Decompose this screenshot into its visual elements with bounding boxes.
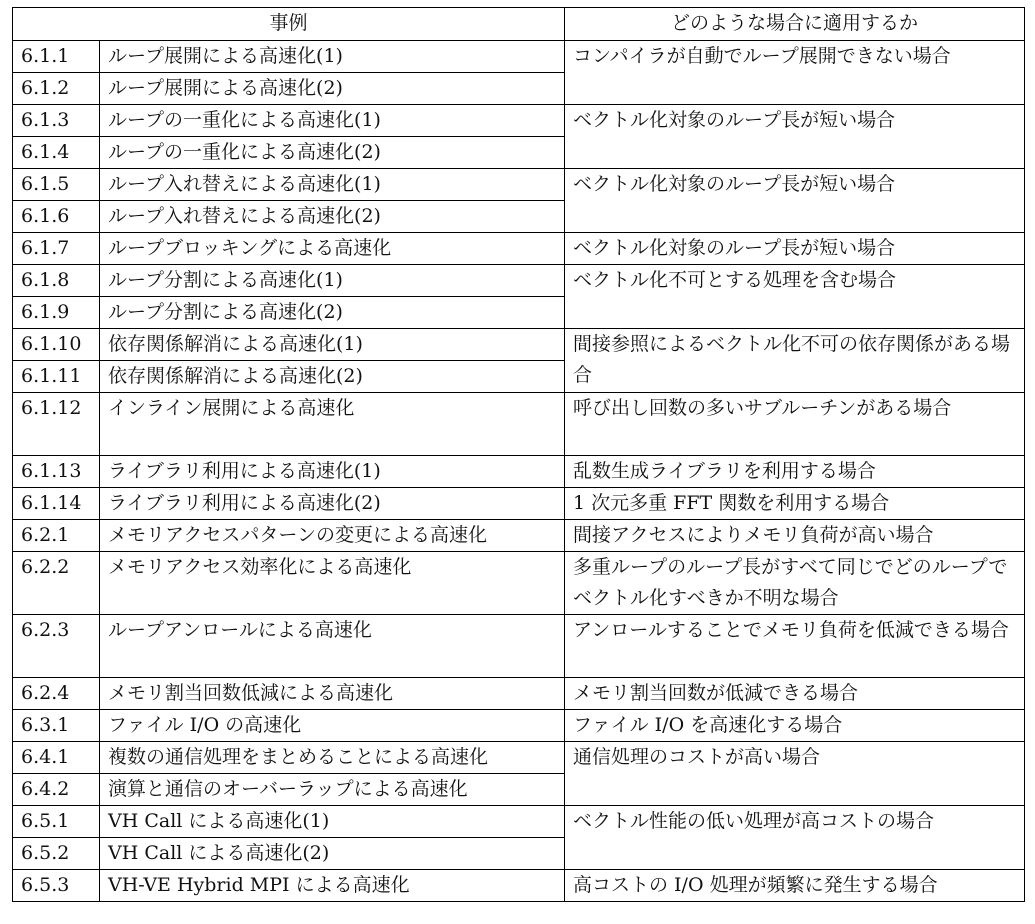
applicable-condition-cell: ベクトル化不可とする処理を含む場合 (565, 265, 1025, 329)
case-number-cell: 6.4.2 (13, 774, 100, 806)
applicable-condition-cell: ファイル I/O を高速化する場合 (565, 710, 1025, 742)
case-title-cell: ループ分割による高速化(2) (100, 297, 565, 329)
case-title-cell: ループ分割による高速化(1) (100, 265, 565, 297)
case-title-cell: VH Call による高速化(2) (100, 838, 565, 870)
applicable-condition-cell: 間接参照によるベクトル化不可の依存関係がある場合 (565, 329, 1025, 393)
applicable-condition-cell: ベクトル化対象のループ長が短い場合 (565, 169, 1025, 233)
case-number-cell: 6.1.8 (13, 265, 100, 297)
table-row (13, 806, 1025, 838)
case-number-cell: 6.1.9 (13, 297, 100, 329)
header-case: 事例 (13, 8, 565, 41)
table-row (13, 742, 1025, 774)
case-number-cell: 6.1.13 (13, 456, 100, 488)
case-title-cell: ループの一重化による高速化(2) (100, 137, 565, 169)
case-number-cell: 6.2.3 (13, 615, 100, 678)
case-title-cell: ループ展開による高速化(1) (100, 41, 565, 73)
applicable-condition-cell: 1 次元多重 FFT 関数を利用する場合 (565, 488, 1025, 520)
header-when-to-apply: どのような場合に適用するか (565, 8, 1025, 41)
table-row (13, 488, 1025, 520)
case-title-cell: 複数の通信処理をまとめることによる高速化 (100, 742, 565, 774)
table-row (13, 41, 1025, 73)
applicable-condition-cell: 通信処理のコストが高い場合 (565, 742, 1025, 806)
table-row (13, 169, 1025, 201)
case-title-cell: ライブラリ利用による高速化(2) (100, 488, 565, 520)
optimization-case-table (12, 7, 1025, 902)
case-title-cell: メモリ割当回数低減による高速化 (100, 678, 565, 710)
case-number-cell: 6.5.2 (13, 838, 100, 870)
case-title-cell: ループ入れ替えによる高速化(1) (100, 169, 565, 201)
case-number-cell: 6.5.3 (13, 870, 100, 902)
case-number-cell: 6.1.12 (13, 393, 100, 456)
table-wrapper (12, 7, 1025, 902)
case-number-cell: 6.1.3 (13, 105, 100, 137)
case-title-cell: ループ入れ替えによる高速化(2) (100, 201, 565, 233)
applicable-condition-cell: 間接アクセスによりメモリ負荷が高い場合 (565, 520, 1025, 552)
table-row (13, 710, 1025, 742)
table-header-row (13, 8, 1025, 41)
case-title-cell: 演算と通信のオーバーラップによる高速化 (100, 774, 565, 806)
applicable-condition-cell: 乱数生成ライブラリを利用する場合 (565, 456, 1025, 488)
case-title-cell: 依存関係解消による高速化(2) (100, 361, 565, 393)
applicable-condition-cell: ベクトル性能の低い処理が高コストの場合 (565, 806, 1025, 870)
applicable-condition-cell: 高コストの I/O 処理が頻繁に発生する場合 (565, 870, 1025, 902)
case-title-cell: インライン展開による高速化 (100, 393, 565, 456)
case-title-cell: VH Call による高速化(1) (100, 806, 565, 838)
table-row (13, 393, 1025, 456)
case-title-cell: 依存関係解消による高速化(1) (100, 329, 565, 361)
table-row (13, 265, 1025, 297)
case-number-cell: 6.2.1 (13, 520, 100, 552)
table-row (13, 329, 1025, 361)
table-row (13, 456, 1025, 488)
case-number-cell: 6.1.6 (13, 201, 100, 233)
case-number-cell: 6.1.2 (13, 73, 100, 105)
table-row (13, 105, 1025, 137)
case-number-cell: 6.2.4 (13, 678, 100, 710)
case-title-cell: ループ展開による高速化(2) (100, 73, 565, 105)
case-number-cell: 6.1.14 (13, 488, 100, 520)
table-body (13, 41, 1025, 902)
case-number-cell: 6.1.1 (13, 41, 100, 73)
case-title-cell: VH-VE Hybrid MPI による高速化 (100, 870, 565, 902)
applicable-condition-cell: コンパイラが自動でループ展開できない場合 (565, 41, 1025, 105)
applicable-condition-cell: ベクトル化対象のループ長が短い場合 (565, 105, 1025, 169)
case-title-cell: ライブラリ利用による高速化(1) (100, 456, 565, 488)
case-title-cell: メモリアクセスパターンの変更による高速化 (100, 520, 565, 552)
case-number-cell: 6.3.1 (13, 710, 100, 742)
case-number-cell: 6.1.7 (13, 233, 100, 265)
applicable-condition-cell: メモリ割当回数が低減できる場合 (565, 678, 1025, 710)
case-title-cell: ループアンロールによる高速化 (100, 615, 565, 678)
table-row (13, 615, 1025, 678)
table-row (13, 520, 1025, 552)
applicable-condition-cell: 呼び出し回数の多いサブルーチンがある場合 (565, 393, 1025, 456)
case-number-cell: 6.5.1 (13, 806, 100, 838)
case-number-cell: 6.1.5 (13, 169, 100, 201)
applicable-condition-cell: アンロールすることでメモリ負荷を低減できる場合 (565, 615, 1025, 678)
table-row (13, 552, 1025, 615)
case-number-cell: 6.1.4 (13, 137, 100, 169)
case-title-cell: ループブロッキングによる高速化 (100, 233, 565, 265)
case-title-cell: メモリアクセス効率化による高速化 (100, 552, 565, 615)
case-title-cell: ファイル I/O の高速化 (100, 710, 565, 742)
case-number-cell: 6.1.10 (13, 329, 100, 361)
case-number-cell: 6.4.1 (13, 742, 100, 774)
case-number-cell: 6.2.2 (13, 552, 100, 615)
table-row (13, 870, 1025, 902)
applicable-condition-cell: 多重ループのループ長がすべて同じでどのループでベクトル化すべきか不明な場合 (565, 552, 1025, 615)
table-row (13, 678, 1025, 710)
applicable-condition-cell: ベクトル化対象のループ長が短い場合 (565, 233, 1025, 265)
table-row (13, 233, 1025, 265)
case-title-cell: ループの一重化による高速化(1) (100, 105, 565, 137)
case-number-cell: 6.1.11 (13, 361, 100, 393)
